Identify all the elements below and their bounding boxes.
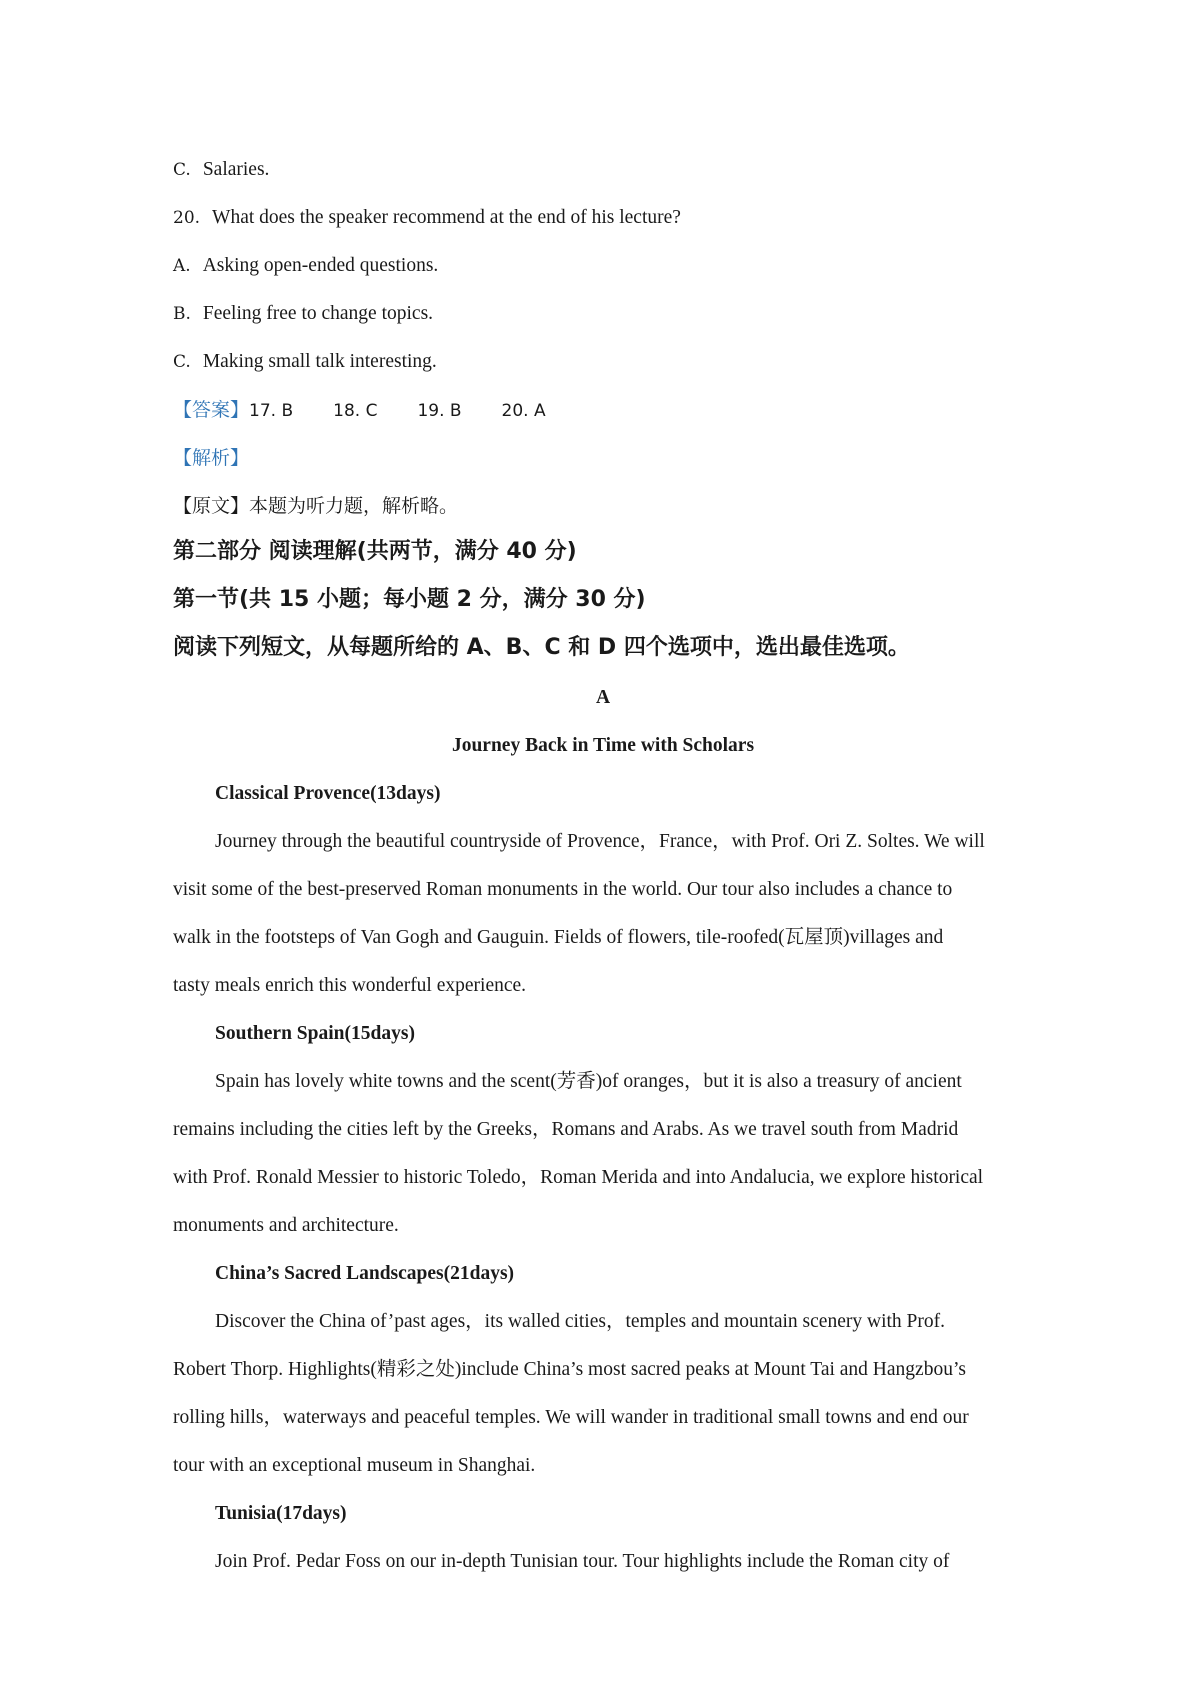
tour-paragraph-line: rolling hills，waterways and peaceful temples. We will wander in traditional small towns and end our	[173, 1407, 969, 1428]
tour-paragraph-line: tasty meals enrich this wonderful experience.	[173, 975, 527, 996]
q20-option-b	[173, 302, 1043, 326]
section-heading: 第二部分 阅读理解(共两节，满分 40 分)	[173, 539, 577, 564]
option-text: Feeling free to change topics.	[202, 303, 434, 324]
answer-label: 【答案】	[173, 399, 250, 421]
q20-option-c	[173, 350, 1043, 374]
tour-paragraph-line: monuments and architecture.	[173, 1215, 399, 1236]
option-letter: C.	[173, 160, 191, 180]
answer-item: 20. A	[501, 401, 546, 421]
q19-option-c	[173, 158, 1043, 182]
answer-item: 17. B	[249, 401, 294, 421]
tour-paragraph-line: Journey through the beautiful countryside of Provence，France，with Prof. Ori Z. Soltes. We will	[215, 831, 985, 852]
passage-title: Journey Back in Time with Scholars	[451, 735, 755, 756]
option-text: Asking open-ended questions.	[202, 255, 439, 276]
q20-option-a	[173, 254, 1043, 278]
tour-heading: Southern Spain(15days)	[215, 1023, 415, 1044]
tour-paragraph-line: Join Prof. Pedar Foss on our in-depth Tunisian tour. Tour highlights include the Roman city of	[215, 1551, 950, 1572]
option-letter: B.	[173, 304, 191, 324]
option-text: Salaries.	[202, 159, 270, 180]
tour-heading: China’s Sacred Landscapes(21days)	[215, 1263, 515, 1284]
question-number: 20.	[173, 208, 201, 228]
tour-paragraph-line: Spain has lovely white towns and the scent(芳香)of oranges，but it is also a treasury of ancient	[215, 1071, 962, 1092]
answer-item: 19. B	[417, 401, 462, 421]
tour-paragraph-line: Robert Thorp. Highlights(精彩之处)include China’s most sacred peaks at Mount Tai and Hangzbou’s	[173, 1359, 966, 1380]
tour-paragraph-line: tour with an exceptional museum in Shanghai.	[173, 1455, 536, 1476]
option-letter: C.	[173, 352, 191, 372]
original-text: 【原文】本题为听力题，解析略。	[173, 495, 459, 517]
option-text: Making small talk interesting.	[202, 351, 437, 372]
tour-paragraph-line: with Prof. Ronald Messier to historic Toledo，Roman Merida and into Andalucia, we explore historical	[173, 1167, 984, 1188]
question-text: What does the speaker recommend at the end of his lecture?	[212, 207, 681, 228]
tour-paragraph-line: Discover the China of’past ages，its walled cities，temples and mountain scenery with Prof.	[215, 1311, 945, 1332]
analysis-line	[173, 446, 1043, 471]
analysis-label: 【解析】	[173, 447, 250, 469]
instructions: 阅读下列短文，从每题所给的 A、B、C 和 D 四个选项中，选出最佳选项。	[173, 635, 910, 660]
answer-item: 18. C	[333, 401, 378, 421]
passage-letter: A	[595, 687, 611, 708]
tour-paragraph-line: walk in the footsteps of Van Gogh and Gauguin. Fields of flowers, tile-roofed(瓦屋顶)villages and	[173, 927, 944, 948]
tour-heading: Tunisia(17days)	[215, 1503, 347, 1524]
tour-paragraph-line: visit some of the best-preserved Roman monuments in the world. Our tour also includes a chance to	[173, 879, 953, 900]
subsection-heading: 第一节(共 15 小题；每小题 2 分，满分 30 分)	[173, 587, 646, 612]
tour-heading: Classical Provence(13days)	[215, 783, 441, 804]
answer-line	[173, 398, 1043, 423]
option-letter: A.	[173, 256, 191, 276]
q20-question	[173, 206, 1043, 230]
tour-paragraph-line: remains including the cities left by the Greeks，Romans and Arabs. As we travel south from Madrid	[173, 1119, 959, 1140]
